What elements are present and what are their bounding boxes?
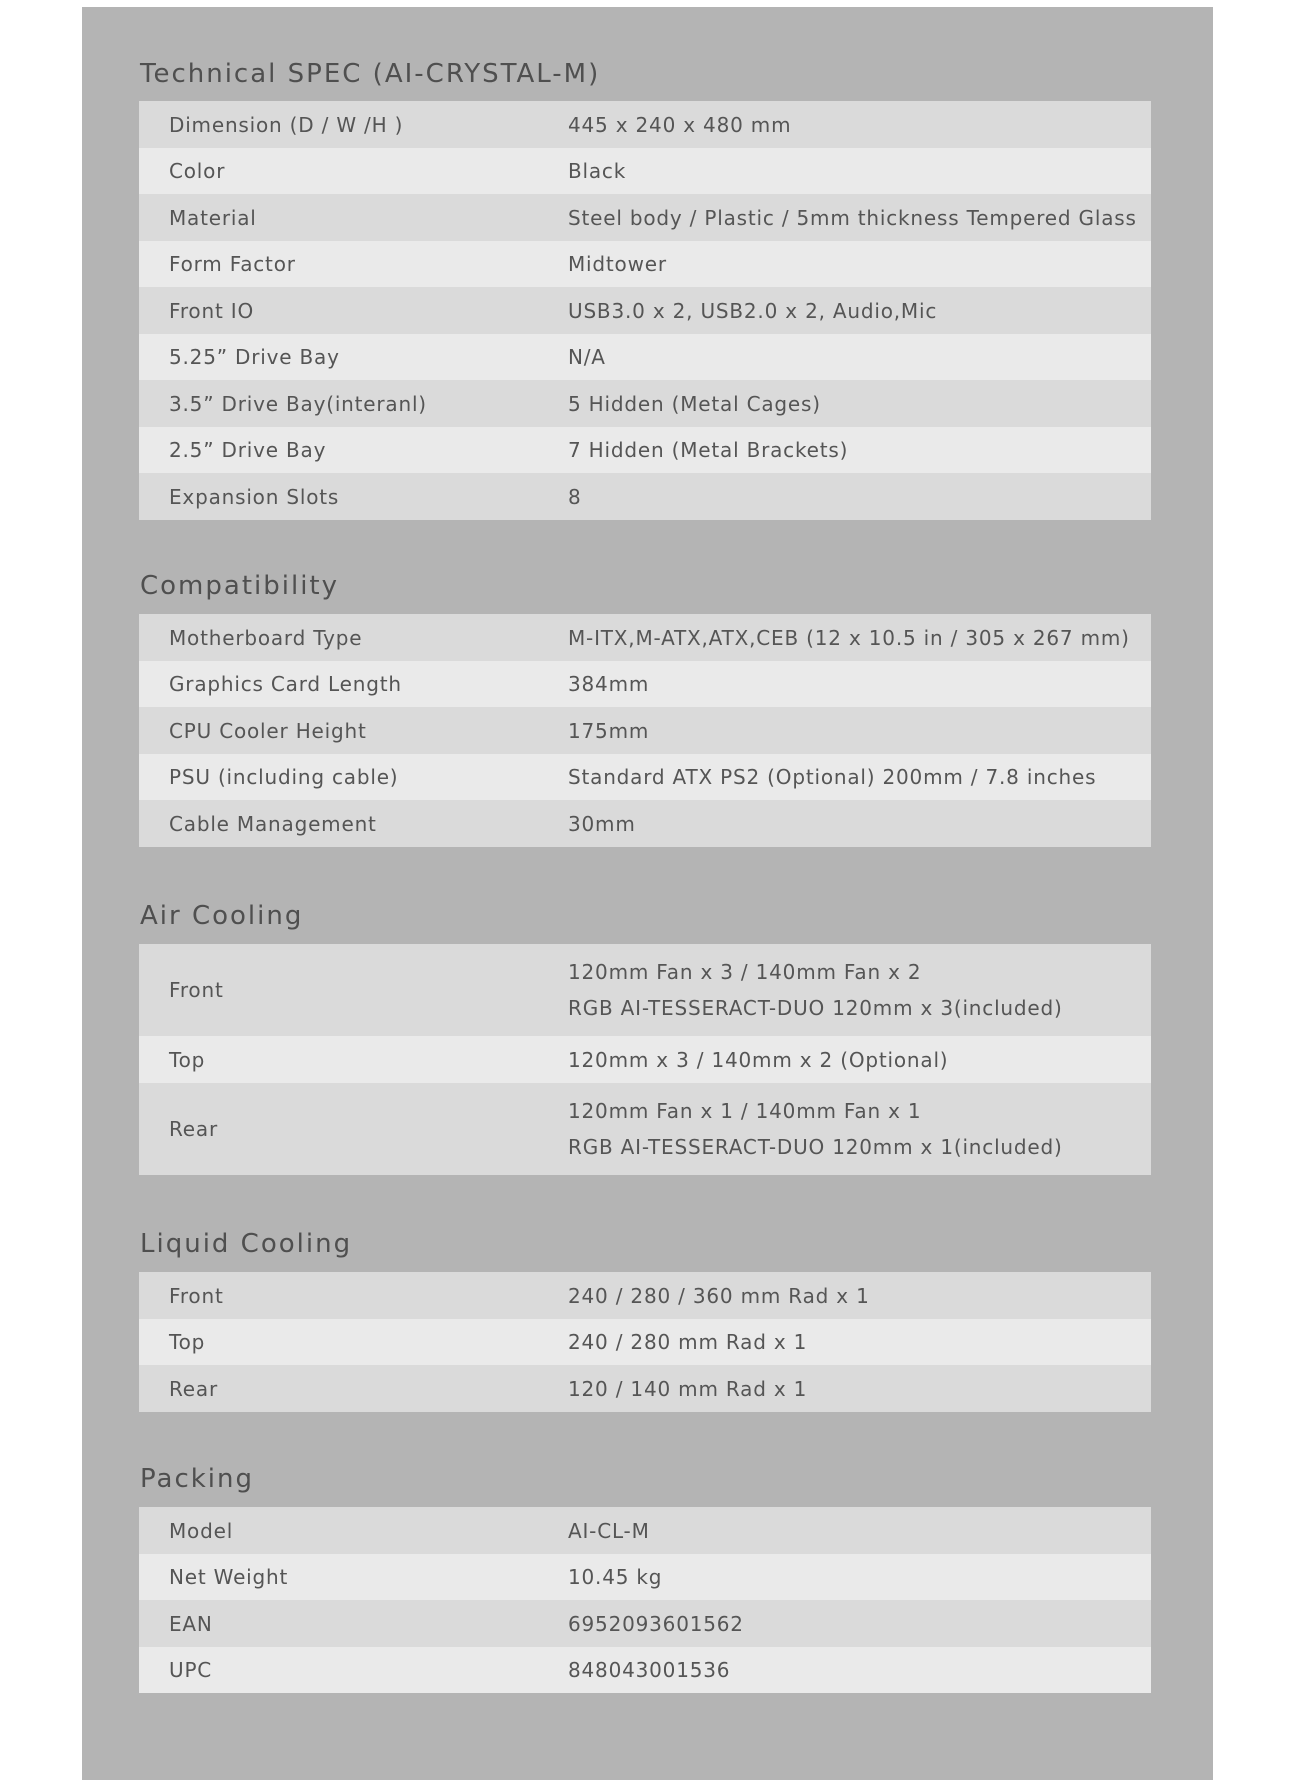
row-value: 120 / 140 mm Rad x 1: [568, 1376, 808, 1401]
row-value: 5 Hidden (Metal Cages): [568, 391, 821, 416]
row-value: [568, 954, 1063, 1026]
table-row: [139, 1272, 1151, 1319]
compatibility-title: Compatibility: [140, 571, 339, 601]
row-label: UPC: [169, 1658, 213, 1682]
table-row: [139, 1036, 1151, 1083]
row-label: Model: [169, 1518, 234, 1543]
row-label: Top: [169, 1330, 206, 1354]
table-row: [139, 1647, 1151, 1693]
table-row: [139, 800, 1151, 847]
row-value: M-ITX,M-ATX,ATX,CEB (12 x 10.5 in / 305 x 267 mm): [568, 625, 1130, 650]
row-value: 240 / 280 mm Rad x 1: [568, 1330, 808, 1354]
table-row: [139, 944, 1151, 1036]
row-value: 30mm: [568, 811, 636, 836]
row-label: Net Weight: [169, 1565, 289, 1589]
table-row: [139, 148, 1151, 194]
row-label: Top: [169, 1047, 206, 1072]
table-row: [139, 241, 1151, 287]
table-row: [139, 754, 1151, 800]
row-label: 5.25” Drive Bay: [169, 345, 340, 369]
table-row: [139, 614, 1151, 661]
row-label: Color: [169, 159, 226, 183]
row-label: Cable Management: [169, 811, 377, 836]
table-row: [139, 334, 1151, 380]
row-value: 445 x 240 x 480 mm: [568, 112, 792, 137]
table-row: [139, 427, 1151, 473]
table-row: [139, 1554, 1151, 1600]
row-label: 3.5” Drive Bay(interanl): [169, 391, 427, 416]
row-value: 8: [568, 484, 582, 509]
row-value-line: RGB AI-TESSERACT-DUO 120mm x 3(included): [568, 996, 1063, 1020]
row-value-line: RGB AI-TESSERACT-DUO 120mm x 1(included): [568, 1135, 1063, 1159]
packing-table: [139, 1507, 1151, 1693]
table-row: [139, 473, 1151, 520]
row-value: 10.45 kg: [568, 1565, 663, 1589]
liquid-cooling-table: [139, 1272, 1151, 1412]
technical-spec-title: Technical SPEC (AI-CRYSTAL-M): [140, 59, 601, 89]
row-value: 240 / 280 / 360 mm Rad x 1: [568, 1283, 870, 1308]
row-label: CPU Cooler Height: [169, 718, 367, 743]
row-value: AI-CL-M: [568, 1518, 650, 1543]
row-value: 175mm: [568, 718, 650, 743]
row-value: N/A: [568, 345, 606, 369]
row-value: Steel body / Plastic / 5mm thickness Tempered Glass: [568, 205, 1137, 230]
row-value: 120mm x 3 / 140mm x 2 (Optional): [568, 1047, 949, 1072]
row-value-line: 120mm Fan x 1 / 140mm Fan x 1: [568, 1099, 922, 1123]
liquid-cooling-title: Liquid Cooling: [140, 1229, 353, 1259]
row-label: Expansion Slots: [169, 484, 340, 509]
technical-spec-table: [139, 101, 1151, 520]
row-label: EAN: [169, 1611, 213, 1636]
row-label: Front: [169, 1283, 224, 1308]
row-value: [568, 1093, 1063, 1165]
row-value: 384mm: [568, 672, 650, 696]
row-value: 6952093601562: [568, 1611, 744, 1636]
table-row: [139, 101, 1151, 148]
table-row: [139, 194, 1151, 241]
packing-title: Packing: [140, 1464, 255, 1494]
air-cooling-table: [139, 944, 1151, 1175]
air-cooling-title: Air Cooling: [140, 901, 304, 931]
row-label: 2.5” Drive Bay: [169, 438, 327, 462]
compatibility-table: [139, 614, 1151, 847]
table-row: [139, 707, 1151, 754]
row-value: Black: [568, 159, 627, 183]
table-row: [139, 1083, 1151, 1175]
row-value: Standard ATX PS2 (Optional) 200mm / 7.8 inches: [568, 765, 1097, 789]
table-row: [139, 1507, 1151, 1554]
row-label: Front: [169, 978, 224, 1002]
row-label: Dimension (D / W /H ): [169, 112, 404, 137]
row-label: Front IO: [169, 298, 254, 323]
row-label: Rear: [169, 1117, 218, 1141]
row-label: PSU (including cable): [169, 765, 399, 789]
row-label: Graphics Card Length: [169, 672, 402, 696]
row-value-line: 120mm Fan x 3 / 140mm Fan x 2: [568, 960, 922, 984]
row-label: Motherboard Type: [169, 625, 363, 650]
row-value: 848043001536: [568, 1658, 731, 1682]
spec-sheet-panel: [82, 7, 1213, 1780]
row-label: Material: [169, 205, 257, 230]
table-row: [139, 1600, 1151, 1647]
table-row: [139, 1319, 1151, 1365]
table-row: [139, 1365, 1151, 1412]
row-value: 7 Hidden (Metal Brackets): [568, 438, 849, 462]
table-row: [139, 287, 1151, 334]
table-row: [139, 661, 1151, 707]
row-label: Form Factor: [169, 252, 296, 276]
row-value: USB3.0 x 2, USB2.0 x 2, Audio,Mic: [568, 298, 938, 323]
row-label: Rear: [169, 1376, 218, 1401]
table-row: [139, 380, 1151, 427]
row-value: Midtower: [568, 252, 667, 276]
